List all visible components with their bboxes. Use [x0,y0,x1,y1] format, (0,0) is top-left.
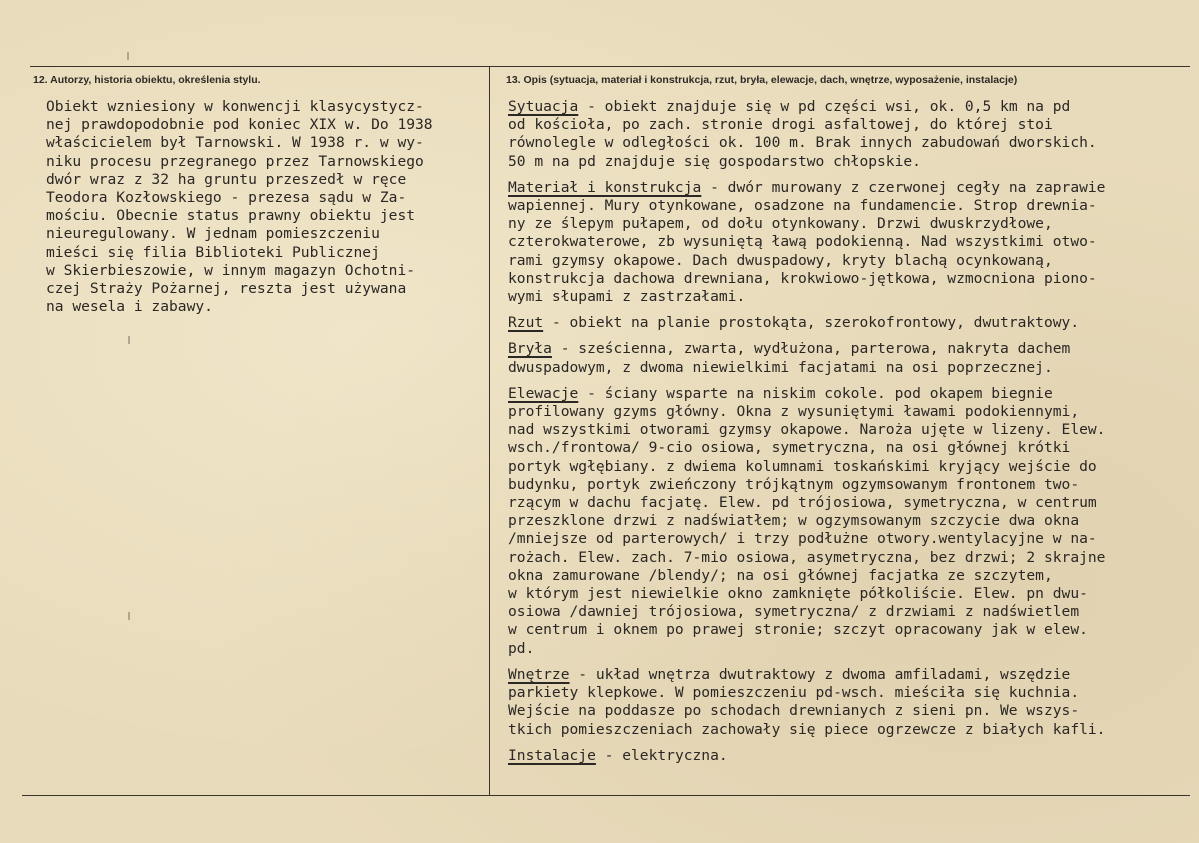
description-line: portyk wgłębiany. z dwiema kolumnami toskańskimi kryjący wejście do [508,457,1097,475]
paragraph-lead-text: - obiekt znajduje się w pd części wsi, ok. 0,5 km na pd [578,98,1071,115]
description-paragraph [508,666,1188,739]
description-line: pd. [508,639,535,657]
paragraph-label: Instalacje [508,746,596,764]
description-line: wsch./frontowa/ 9-cio osiowa, symetryczna, na osi głównej krótki [508,439,1071,457]
paragraph-label: Materiał i konstrukcja [508,178,702,196]
paragraph-first-line [508,179,1188,197]
description-line: osiowa /dawniej trójosiowa, symetryczna/ z drzwiami z nadświetlem [508,603,1080,621]
paragraph-first-line [508,340,1188,358]
description-line: parkiety klepkowe. W pomieszczeniu pd-wsch. mieściła się kuchnia. [508,684,1080,702]
description-line: równolegle w odległości ok. 100 m. Brak innych zabudowań dworskich. [508,134,1097,152]
paragraph-first-line [508,747,1188,765]
description-text-block [508,98,1188,773]
paper-speck [128,336,130,344]
description-line: rami gzymsy okapowe. Dach dwuspadowy, kryty blachą ocynkowaną, [508,251,1053,269]
description-line: Wejście na poddasze po schodach drewnianych z sieni pn. We wszys- [508,702,1080,720]
history-line: nej prawdopodobnie pod koniec XIX w. Do 1938 [46,116,433,134]
paragraph-lead-text: - dwór murowany z czerwonej cegły na zaprawie [701,178,1106,196]
paragraph-lead-text: - układ wnętrza dwutraktowy z dwoma amfiladami, wszędzie [569,665,1071,683]
description-line: rożach. Elew. zach. 7-mio osiowa, asymetryczna, bez drzwi; 2 skrajne [508,548,1106,566]
description-line: /mniejsze od parterowych/ i trzy podłużne otwory.wentylacyjne w na- [508,530,1097,548]
description-line: budynku, portyk zwieńczony trójkątnym ogzymsowanym frontonem two- [508,475,1080,493]
history-line: Obiekt wzniesiony w konwencji klasycystycz- [46,98,424,115]
description-paragraph [508,314,1188,332]
history-line: niku procesu przegranego przez Tarnowskiego [46,152,424,170]
description-line: konstrukcja dachowa drewniana, krokwiowo-jętkowa, wzmocniona piono- [508,269,1097,287]
description-line: wapiennej. Mury otynkowane, osadzone na fundamencie. Strop drewnia- [508,197,1097,215]
paragraph-lead-text: - elektryczna. [595,746,728,764]
paragraph-lead-text: - obiekt na planie prostokąta, szerokofrontowy, dwutraktowy. [543,314,1080,332]
paragraph-lead-text: - ściany wsparte na niskim cokole. pod okapem biegnie [578,384,1053,402]
paragraph-label: Sytuacja [508,98,579,115]
paragraph-first-line [508,385,1188,403]
paper-speck [127,52,129,60]
section-12-header: 12. Autorzy, historia obiektu, określenia stylu. [33,74,261,86]
description-line: okna zamurowane /blendy/; na osi głównej facjatka ze szczytem, [508,566,1053,584]
history-line: właścicielem był Tarnowski. W 1938 r. w wy- [46,134,424,152]
paragraph-label: Elewacje [508,384,579,402]
description-line: tkich pomieszczeniach zachowały się piece ogrzewcze z białych kafli. [508,720,1106,738]
paragraph-label: Wnętrze [508,665,570,683]
description-paragraph [508,98,1188,171]
paragraph-first-line [508,666,1188,684]
paragraph-first-line [508,98,1188,116]
description-line: rzącym w dachu facjatę. Elew. pd trójosiowa, symetryczna, w centrum [508,494,1097,512]
description-line: od kościoła, po zach. stronie drogi asfaltowej, do której stoi [508,116,1053,134]
description-line: przeszklone drzwi z nadświatłem; w ogzymsowanym szczycie dwa okna [508,512,1080,530]
history-line: na wesela i zabawy. [46,298,213,316]
history-text-block [46,98,486,316]
history-line: mościu. Obecnie status prawny obiektu jest [46,207,416,225]
description-line: w którym jest niewielkie okno zamknięte półkoliście. Elew. pn dwu- [508,585,1088,603]
paragraph-first-line [508,314,1188,332]
history-line: czej Straży Pożarnej, reszta jest używana [46,280,407,298]
description-line: w centrum i oknem po prawej stronie; szczyt opracowany jak w elew. [508,621,1088,639]
paragraph-label: Bryła [508,340,552,358]
history-line: Teodora Kozłowskiego - prezesa sądu w Za- [46,189,407,207]
description-line: nad wszystkimi otworami gzymsy okapowe. Naroża ujęte w lizeny. Elew. [508,421,1106,439]
history-line: nieuregulowany. W jednam pomieszczeniu [46,225,380,243]
paragraph-label: Rzut [508,314,544,332]
column-divider [489,66,490,796]
history-line: w Skierbieszowie, w innym magazyn Ochotni- [46,261,416,279]
history-line: dwór wraz z 32 ha gruntu przeszedł w ręce [46,170,407,188]
description-paragraph [508,385,1188,658]
paragraph-lead-text: - sześcienna, zwarta, wydłużona, parterowa, nakryta dachem [551,340,1071,358]
history-line: mieści się filia Biblioteki Publicznej [46,243,380,261]
top-rule [30,66,1190,67]
description-line: czterokwaterowe, zb wysuniętą ławą podokienną. Nad wszystkimi otwo- [508,233,1097,251]
description-line: profilowany gzyms główny. Okna z wysuniętymi ławami podokiennymi, [508,403,1080,421]
description-paragraph [508,340,1188,376]
description-paragraph [508,747,1188,765]
description-paragraph [508,179,1188,306]
bottom-rule [22,795,1190,796]
description-line: ny ze ślepym pułapem, od dołu otynkowany. Drzwi dwuskrzydłowe, [508,215,1053,233]
section-13-header: 13. Opis (sytuacja, materiał i konstrukcja, rzut, bryła, elewacje, dach, wnętrze, wyposażenie, instalacje) [506,74,1018,86]
description-line: 50 m na pd znajduje się gospodarstwo chłopskie. [508,152,921,170]
paper-speck [128,612,130,620]
description-line: wymi słupami z zastrzałami. [508,288,746,306]
description-line: dwuspadowym, z dwoma niewielkimi facjatami na osi poprzecznej. [508,358,1053,376]
